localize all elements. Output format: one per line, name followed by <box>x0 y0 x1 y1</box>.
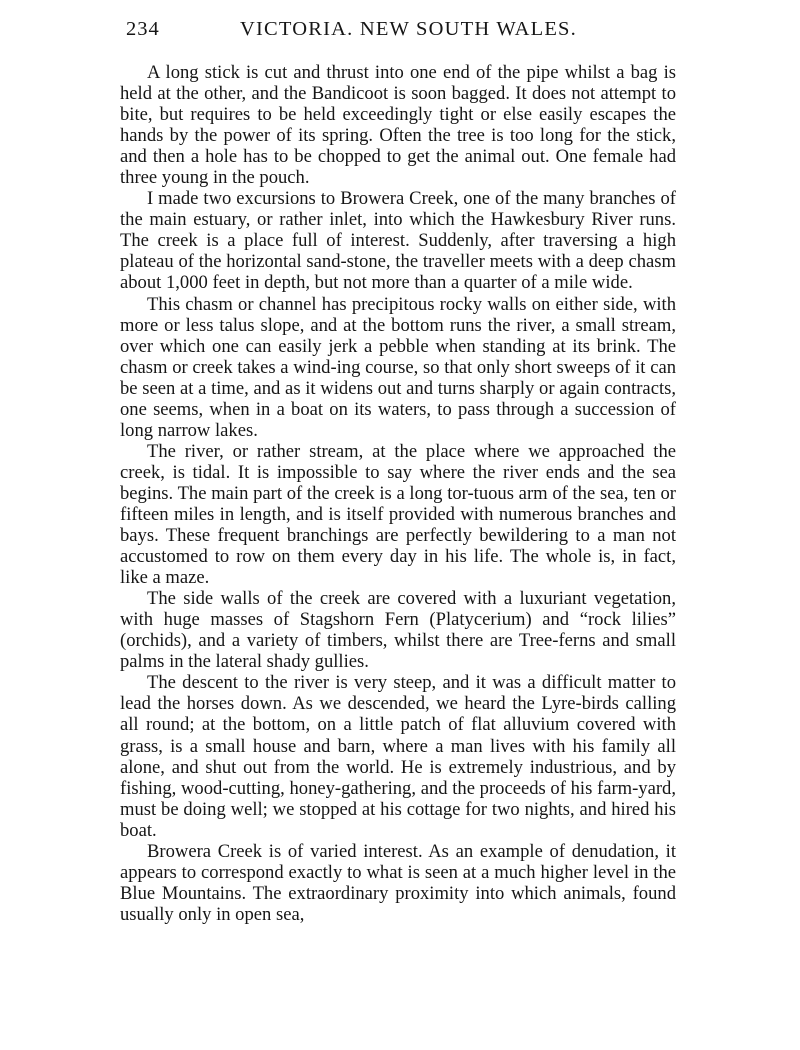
paragraph-bandicoot: A long stick is cut and thrust into one end of the pipe whilst a bag is held at the other, and the Bandicoot is soon bagged. It does not attempt to bite, but requires to be held exceedingly tight or else easily escapes the hands by the power of its spring. Often the tree is too long for the stick, and then a hole has to be chopped to get the animal out. One female had three young in the pouch. <box>120 62 676 189</box>
book-page <box>120 14 676 925</box>
paragraph-browera-interest: Browera Creek is of varied interest. As an example of denudation, it appears to correspond exactly to what is seen at a much higher level in the Blue Mountains. The extraordinary proximity into which animals, found usually only in open sea, <box>120 840 676 925</box>
paragraph-browera-excursions: I made two excursions to Browera Creek, one of the many branches of the main estuary, or rather inlet, into which the Hawkesbury River runs. The creek is a place full of interest. Suddenly, after traversing a high plateau of the horizontal sand-stone, the traveller meets with a deep chasm about 1,000 feet in depth, but not more than a quarter of a mile wide. <box>120 188 676 294</box>
running-title: VICTORIA. NEW SOUTH WALES. <box>240 18 577 40</box>
running-head <box>120 14 676 48</box>
paragraph-chasm: This chasm or channel has precipitous rocky walls on either side, with more or less talus slope, and at the bottom runs the river, a small stream, over which one can easily jerk a pebble when standing at its brink. The chasm or creek takes a wind-ing course, so that only short sweeps of it can be seen at a time, and as it widens out and turns sharply or again contracts, one seems, when in a boat on its waters, to pass through a succession of long narrow lakes. <box>120 293 676 441</box>
paragraph-descent: The descent to the river is very steep, and it was a difficult matter to lead the horses down. As we descended, we heard the Lyre-birds calling all round; at the bottom, on a little patch of flat alluvium covered with grass, is a small house and barn, where a man lives with his family all alone, and shut out from the world. He is extremely industrious, and by fishing, wood-cutting, honey-gathering, and the proceeds of his farm-yard, must be doing well; we stopped at his cottage for two nights, and hired his boat. <box>120 672 676 841</box>
paragraph-tidal-stream: The river, or rather stream, at the place where we approached the creek, is tidal. It is impossible to say where the river ends and the sea begins. The main part of the creek is a long tor-tuous arm of the sea, ten or fifteen miles in length, and is itself provided with numerous branches and bays. These frequent branchings are perfectly bewildering to a man not accustomed to row on them every day in his life. The whole is, in fact, like a maze. <box>120 440 676 589</box>
paragraph-vegetation: The side walls of the creek are covered with a luxuriant vegetation, with huge masses of Stagshorn Fern (Platycerium) and “rock lilies” (orchids), and a variety of timbers, whilst there are Tree-ferns and small palms in the lateral shady gullies. <box>120 588 676 673</box>
body-text <box>120 62 676 925</box>
page-number: 234 <box>126 18 160 40</box>
